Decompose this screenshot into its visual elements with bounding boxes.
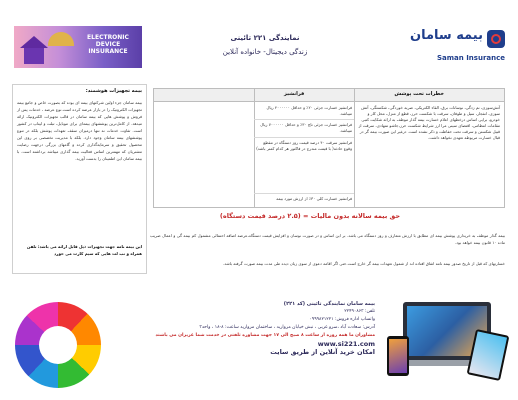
paragraph-1: بیمه گذار موظف به خریداری پوشش بیمه ای مطابق با ارزش متعارف و روز دستگاه می باشد. بر این اساس و در صورت نوسان و افزایش قیمت دستگاه،عرضه اضافه احتمالی مشمول کم بیمه گی و اعمال ضریب ماده ۱۰ قانون بیمه خواهد بود. xyxy=(150,233,505,245)
col-covered-risks: خطرات تحت پوشش xyxy=(394,91,444,97)
coverage-table xyxy=(153,88,505,208)
contact-block xyxy=(105,300,375,356)
col-franchise: فرانشیز xyxy=(284,91,305,97)
table-row: فرانشیز سرقت ۴۰ درصد قیمت روز دستگاه در مقطع وقوع حادثه( با قیمت مندرج در فاکتور هر کدام کمتر باشد) xyxy=(256,140,352,151)
services-circle-graphic xyxy=(15,302,101,388)
row-line xyxy=(254,193,354,194)
table-header xyxy=(154,89,504,102)
annual-premium-title: حق بیمه سالانه بدون مالیات = (۲.۵ درصد قیمت دستگاه) xyxy=(219,212,401,220)
covered-risks-text: آتش‌سوزی، نم زدگی، نوسانات برق، القاء الکتریکی، ضربه خوردگی، شکستگی، آتش سوزی، انفجار، سیل و طوفان، سرقت با شکست حرز، قطع از منزل، محل کار و خودرو، برایی اساس درخطهای اعلام خسارت بیمه گذار موظف به ارائه شکایت کتبی مقامات انتظامی، اقتضای سینی مرا ارز شرایط شکست حرز،جاشو تمهادی، سرقت از قبیل شکستن و سرقت تحت حفاظت و ذکر نشده است. درغیر این صورت بیمه گر در قبال خسارت مربوطه تعهدی نخواهد داشت. xyxy=(358,105,500,140)
umbrella-icon xyxy=(48,32,74,46)
saman-logo-icon xyxy=(487,30,505,48)
table-row: فرانشیز خسارت کلی ۳۰٪ از ارزش مورد بیمه xyxy=(276,196,352,201)
agency-title: نمایندگی ۲۲۱ تائینی xyxy=(230,34,300,42)
consult-text: مشاوران ما همه روزه از ساعت ۸ صبح الی ۱۷ جهت مشاوره تلفنی در خدمت شما عزیزان می باشند xyxy=(155,333,375,338)
website-link[interactable]: www.si221.com xyxy=(317,340,375,348)
table-row: فرانشیز خسارت جزئی ۲۰٪ و حداقل ۴۰۰۰۰۰۰ ریال میباشد. xyxy=(266,105,352,116)
house-body xyxy=(24,48,44,64)
whatsapp-text: واتساپ اداره فروش: ۰۹۹۹۸۲۱۲۲۱ xyxy=(309,317,375,322)
house-icon xyxy=(20,36,48,48)
row-line xyxy=(254,137,354,138)
smart-devices-box xyxy=(12,84,147,274)
table-divider xyxy=(254,89,255,207)
devices-image xyxy=(385,296,507,388)
electronic-device-banner xyxy=(14,26,142,68)
row-line xyxy=(254,119,354,120)
box-heading: بیمه تجهیزات هوشمند: xyxy=(85,88,142,94)
address-text: آدرس: سعادت آباد ،سرو غربی ، نبش خیابان مروارید ، ساختمان مروارید ساعت: ۸-۱۸ ، واحد۳ xyxy=(199,325,375,330)
saman-logo xyxy=(395,26,505,68)
table-row: فرانشیز خسارت جزئی تاچ ۳۰٪ و حداقل ۷۰۰۰۰۰۰ ریال میباشد. xyxy=(260,122,352,133)
box-cta: این بیمه نامه جهت تجهیزات ذیل قابل ارائه می باشد: تلفن همراه و تب لت هایی که سیم کارت می خورد xyxy=(26,244,142,256)
phone-text: تلفن: ۲۲۴۹۰۸۶۳ xyxy=(344,309,375,314)
online-purchase-text: امکان خرید آنلاین از طریق سایت xyxy=(270,348,375,356)
box-body: بیمه سامان جزء اولین شرکتهای بیمه ای بوده که بصورت خاص و جامع بیمه تجهیزات الکترونیک را در بازار عرضه کرده است.نوع عرضه ، خدمات پس از فروش و پوشش هایی که بیمه سامان در قالب تجهیزات الکترونیک ارائه میدهد. از کامل‌ترین پوششهای بیمه‌ای برای موبایل، تبلت و لپتاپ در کشور است. تفاوت خدمات نه تنها درمیزان سقف تعهدات پوشش بلکه در تنوع پوششهای بیمه سامان وجود دارد. بلکه با مدیریت تخصصی بر روی این محصول تحقیق و سرمایه‌گذاری کرده و گامهای بزرگی درجهت رضایت مشتریان که مهمترین اساس فعالیت بیمه گذاری میباشد برداشته است. با بیمه سامان این اطمینان را بدست آورید. xyxy=(17,100,142,161)
phone-graphic xyxy=(387,336,409,376)
logo-text-fa: بیمه سامان xyxy=(409,28,483,43)
logo-text-en: Saman Insurance xyxy=(437,54,505,62)
agency-name: بیمه سامان نمایندگی تائینی (کد ۲۲۱) xyxy=(283,301,375,307)
banner-title: ELECTRONIC DEVICE INSURANCE xyxy=(87,34,129,55)
table-divider xyxy=(354,89,355,207)
paragraph-2: خسارتهای که قبل از تاریخ صدور بیمه نامه اتفاق افتاده اند از شمول تعهدات بیمه گر خارج است.حتی اگر اقامه دعوی از سوی زیان دیده طی مدت بیمه صورت گرفته باشد. xyxy=(222,261,505,266)
agency-subtitle: زندگی دیجیتال- خانواده آنلاین xyxy=(222,48,308,56)
